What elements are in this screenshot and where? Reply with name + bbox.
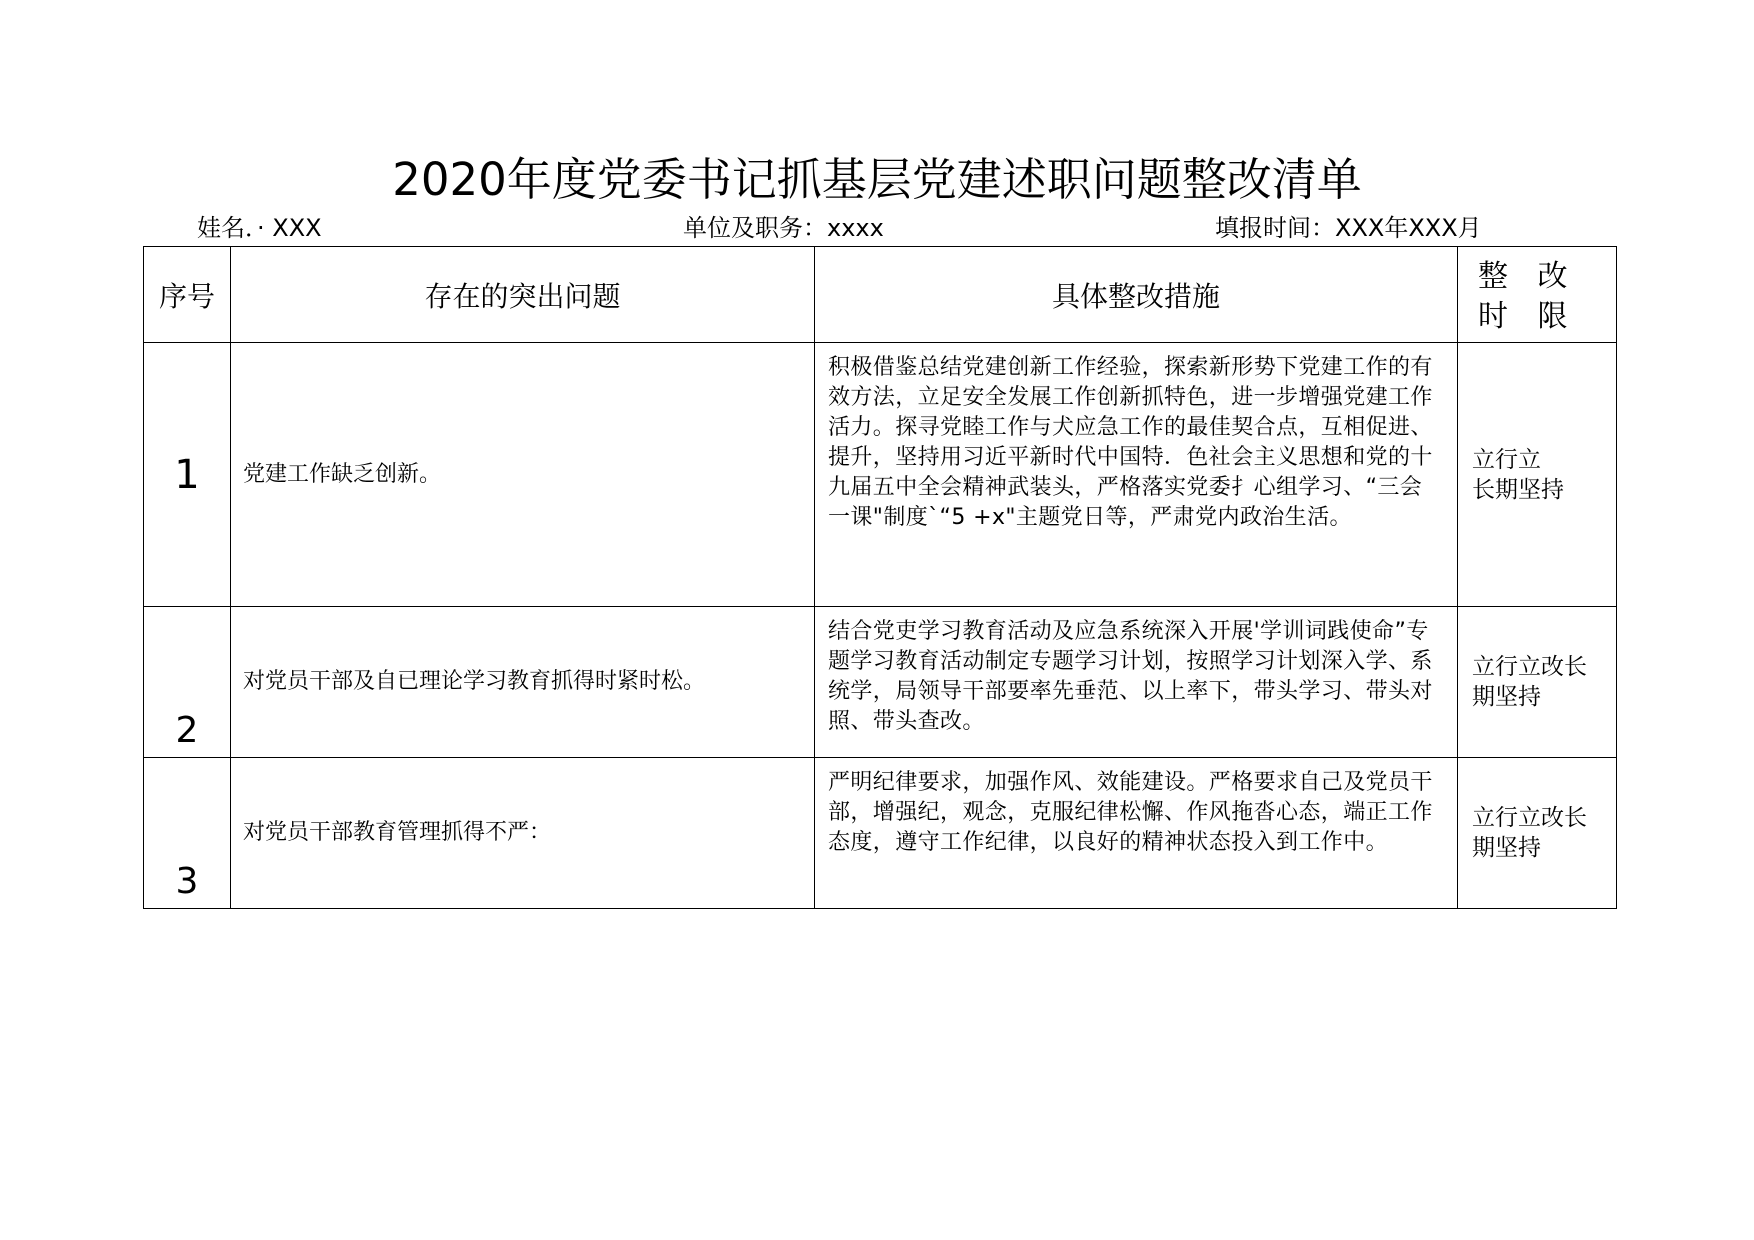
rectification-table — [143, 246, 1617, 909]
row-measures: 结合党吏学习教育活动及应急系统深入开展'学训词践使命”专题学习教育活动制定专题学习计划，按照学习计划深入学、系统学，局领导干部要率先垂范、以上率下，带头学习、带头对照、带头查改。 — [815, 607, 1458, 758]
header-index: 序号 — [144, 247, 231, 343]
row-measures: 积极借鉴总结党建创新工作经验，探索新形势下党建工作的有效方法，立足安全发展工作创新抓特色，进一步增强党建工作活力。探寻党睦工作与犬应急工作的最佳契合点，互相促进、提升，坚持用习近平新时代中国特．色社会主义思想和党的十九届五中全会精神武装头，严格落实党委扌心组学习、“三会一课"制度`“5 +x"主题党日等，严肃党内政治生活。 — [815, 343, 1458, 607]
header-measures: 具体整改措施 — [815, 247, 1458, 343]
row-problem: 党建工作缺乏创新。 — [231, 343, 815, 607]
row-time-limit: 立行立 长期坚持 — [1458, 343, 1617, 607]
table-row — [144, 758, 1617, 909]
row-problem: 对党员干部及自已理论学习教育抓得时紧时松。 — [231, 607, 815, 758]
row-index: 2 — [144, 607, 231, 758]
document-title: 2020年度党委书记抓基层党建述职问题整改清单 — [392, 153, 1362, 206]
row-index: 1 — [144, 343, 231, 607]
table-header-row — [144, 247, 1617, 343]
table-row — [144, 343, 1617, 607]
row-measures: 严明纪律要求，加强作风、效能建设。严格要求自己及党员干部，增强纪，观念，克服纪律松懈、作风拖沓心态，端正工作态度，遵守工作纪律，以良好的精神状态投入到工作中。 — [815, 758, 1458, 909]
row-problem: 对党员干部教育管理抓得不严： — [231, 758, 815, 909]
header-problem: 存在的突出问题 — [231, 247, 815, 343]
meta-fill-date: 填报时间：XXX年XXX月 — [1215, 214, 1482, 242]
row-time-limit: 立行立改长期坚持 — [1458, 607, 1617, 758]
meta-name: 娃名．· XXX — [197, 214, 322, 242]
table-row — [144, 607, 1617, 758]
meta-unit-position: 单位及职务：xxxx — [683, 214, 884, 242]
row-time-limit: 立行立改长期坚持 — [1458, 758, 1617, 909]
header-time-limit: 整 改 时 限 — [1458, 247, 1617, 343]
row-index: 3 — [144, 758, 231, 909]
